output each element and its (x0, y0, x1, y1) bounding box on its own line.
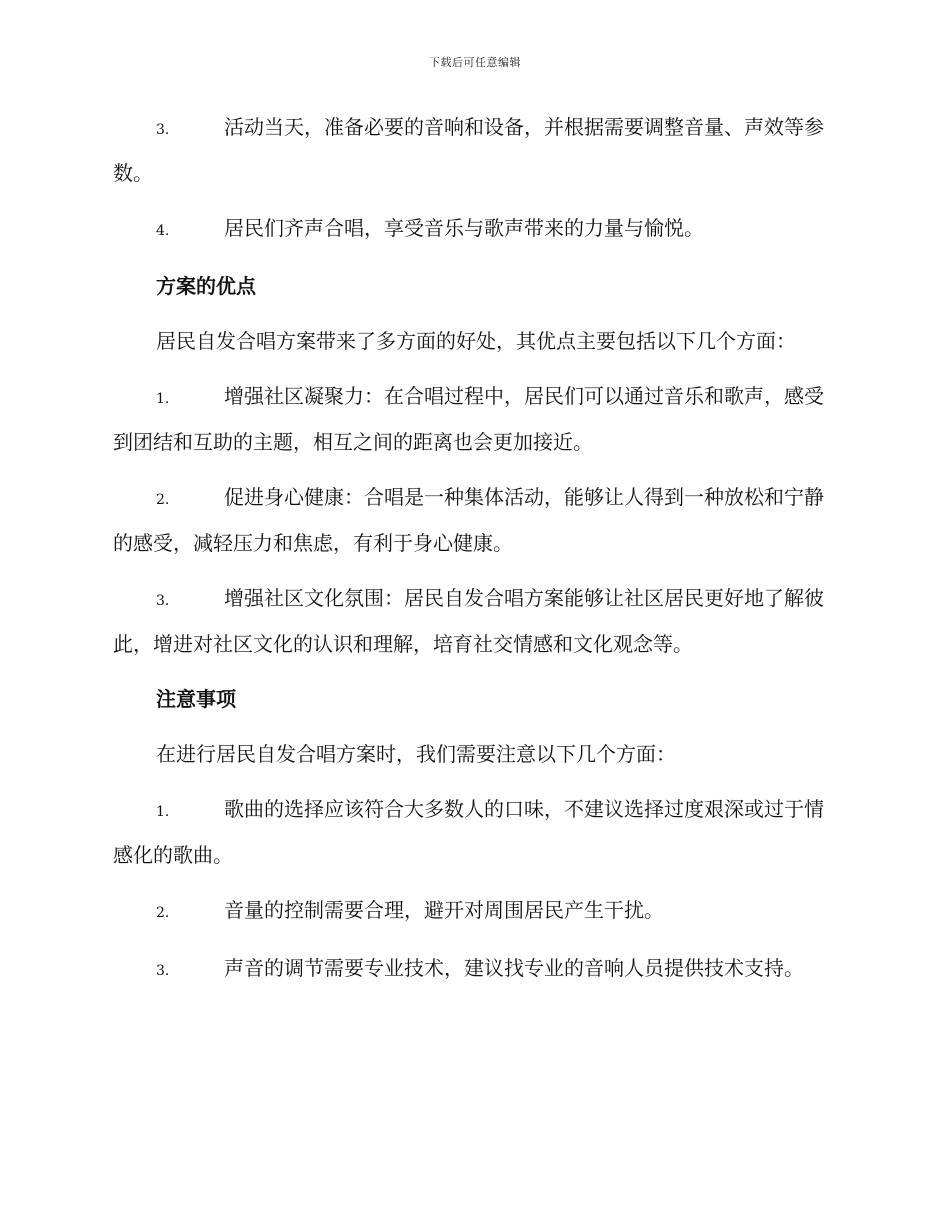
list-item (113, 947, 835, 993)
list-item (113, 476, 835, 565)
list-item (113, 375, 835, 464)
list-item (113, 577, 835, 666)
list-number: 1. (156, 804, 170, 820)
section-heading: 方案的优点 (156, 274, 256, 298)
list-number: 2. (156, 492, 170, 508)
list-text: 歌曲的选择应该符合大多数人的口味，不建议选择过度艰深或过于情感化的歌曲。 (113, 797, 824, 867)
page-header: 下载后可任意编辑 (429, 56, 521, 69)
list-text: 声音的调节需要专业技术，建议找专业的音响人员提供技术支持。 (224, 956, 804, 980)
list-number: 4. (156, 223, 170, 239)
list-text: 音量的控制需要合理，避开对周围居民产生干扰。 (224, 898, 664, 922)
list-item (113, 788, 835, 877)
list-text: 增强社区凝聚力：在合唱过程中，居民们可以通过音乐和歌声，感受到团结和互助的主题，相互之间的距离也会更加接近。 (113, 384, 824, 454)
list-number: 3. (156, 593, 170, 609)
list-item (113, 889, 835, 935)
list-text: 增强社区文化氛围：居民自发合唱方案能够让社区居民更好地了解彼此，增进对社区文化的认识和理解，培育社交情感和文化观念等。 (113, 586, 824, 656)
document-body (113, 106, 835, 1005)
list-text: 居民们齐声合唱，享受音乐与歌声带来的力量与愉悦。 (224, 216, 704, 240)
section-heading: 注意事项 (156, 687, 236, 711)
list-item (113, 106, 835, 195)
list-number: 1. (156, 391, 170, 407)
paragraph: 居民自发合唱方案带来了多方面的好处，其优点主要包括以下几个方面： (156, 329, 796, 353)
list-text: 促进身心健康：合唱是一种集体活动，能够让人得到一种放松和宁静的感受，减轻压力和焦虑，有利于身心健康。 (113, 485, 824, 555)
list-number: 2. (156, 905, 170, 921)
list-number: 3. (156, 122, 170, 138)
list-item (113, 207, 835, 253)
paragraph: 在进行居民自发合唱方案时，我们需要注意以下几个方面： (156, 742, 676, 766)
list-number: 3. (156, 963, 170, 979)
list-text: 活动当天，准备必要的音响和设备，并根据需要调整音量、声效等参数。 (113, 115, 824, 185)
